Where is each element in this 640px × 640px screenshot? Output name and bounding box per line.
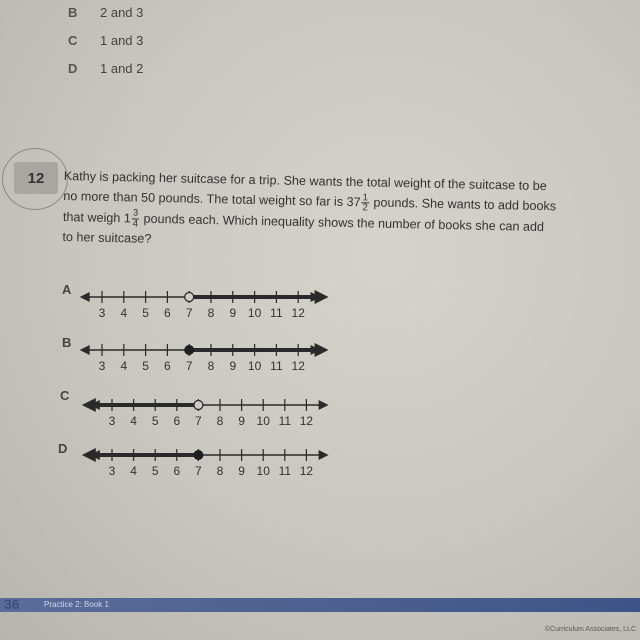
stem-text: no more than 50 pounds. The total weight so far is 37 bbox=[63, 189, 361, 210]
tick-label: 12 bbox=[299, 464, 314, 478]
choice-b-letter[interactable]: B bbox=[62, 335, 72, 350]
option-letter: B bbox=[68, 5, 78, 20]
tick-label: 6 bbox=[164, 359, 171, 373]
option-text: 1 and 3 bbox=[100, 33, 144, 48]
option-text: 1 and 2 bbox=[100, 61, 144, 76]
fraction-denominator: 2 bbox=[362, 202, 368, 214]
tick-label: 4 bbox=[130, 464, 137, 478]
choice-a-letter[interactable]: A bbox=[62, 282, 72, 297]
option-letter: C bbox=[68, 33, 78, 48]
tick-label: 4 bbox=[120, 306, 128, 320]
tick-label: 3 bbox=[108, 414, 116, 428]
option-letter: D bbox=[68, 61, 78, 76]
tick-label: 11 bbox=[278, 414, 292, 428]
choice-c-letter[interactable]: C bbox=[60, 388, 70, 403]
tick-label: 7 bbox=[185, 359, 193, 373]
closed-point bbox=[193, 450, 203, 460]
choice-d-letter[interactable]: D bbox=[58, 441, 68, 456]
tick-label: 12 bbox=[291, 306, 305, 320]
tick-label: 7 bbox=[195, 464, 202, 478]
stem-text: that weigh 1 bbox=[62, 209, 131, 226]
tick-label: 9 bbox=[229, 306, 237, 320]
book-title: Practice 2: Book 1 bbox=[44, 600, 109, 609]
tick-label: 11 bbox=[270, 306, 283, 320]
tick-label: 10 bbox=[256, 414, 270, 428]
tick-label: 12 bbox=[299, 414, 314, 428]
stem-text: pounds each. Which inequality shows the number of books she can add bbox=[139, 211, 545, 234]
tick-label: 9 bbox=[238, 464, 245, 478]
tick-label: 3 bbox=[108, 464, 116, 478]
tick-label: 6 bbox=[164, 306, 171, 320]
tick-label: 7 bbox=[185, 306, 193, 320]
tick-label: 8 bbox=[216, 414, 224, 428]
tick-label: 8 bbox=[207, 359, 215, 373]
tick-label: 5 bbox=[151, 464, 159, 478]
option-text: 2 and 3 bbox=[100, 5, 144, 20]
tick-label: 10 bbox=[256, 464, 270, 478]
question-number: 12 bbox=[14, 162, 58, 194]
tick-label: 10 bbox=[247, 306, 262, 320]
fraction-numerator: 1 bbox=[362, 192, 369, 204]
tick-label: 10 bbox=[247, 359, 262, 373]
fraction-numerator: 3 bbox=[132, 207, 139, 220]
tick-label: 11 bbox=[278, 464, 292, 478]
tick-label: 5 bbox=[151, 414, 159, 428]
tick-label: 7 bbox=[195, 414, 202, 428]
tick-label: 9 bbox=[229, 359, 237, 373]
page-number: 36 bbox=[4, 596, 20, 612]
stem-line-4: to her suitcase? bbox=[62, 230, 152, 247]
copyright: ©Curriculum Associates, LLC bbox=[544, 626, 636, 633]
tick-label: 5 bbox=[142, 306, 149, 320]
tick-label: 8 bbox=[207, 306, 215, 320]
tick-label: 8 bbox=[216, 464, 224, 478]
tick-label: 12 bbox=[291, 359, 305, 373]
tick-label: 5 bbox=[142, 359, 149, 373]
tick-label: 3 bbox=[98, 359, 106, 373]
tick-label: 11 bbox=[270, 359, 283, 373]
tick-label: 6 bbox=[173, 464, 181, 478]
tick-label: 3 bbox=[98, 306, 106, 320]
tick-label: 6 bbox=[173, 414, 181, 428]
stem-line-1: Kathy is packing her suitcase for a trip. She wants the total weight of the suitcase to be bbox=[63, 168, 547, 194]
ray-arrow-icon bbox=[82, 448, 96, 462]
tick-label: 4 bbox=[120, 359, 128, 373]
tick-label: 9 bbox=[238, 414, 245, 428]
fraction-denominator: 4 bbox=[132, 218, 139, 230]
tick-label: 4 bbox=[130, 414, 137, 428]
arrow-right-icon bbox=[319, 450, 329, 460]
stem-text: pounds. She wants to add books bbox=[369, 195, 557, 214]
